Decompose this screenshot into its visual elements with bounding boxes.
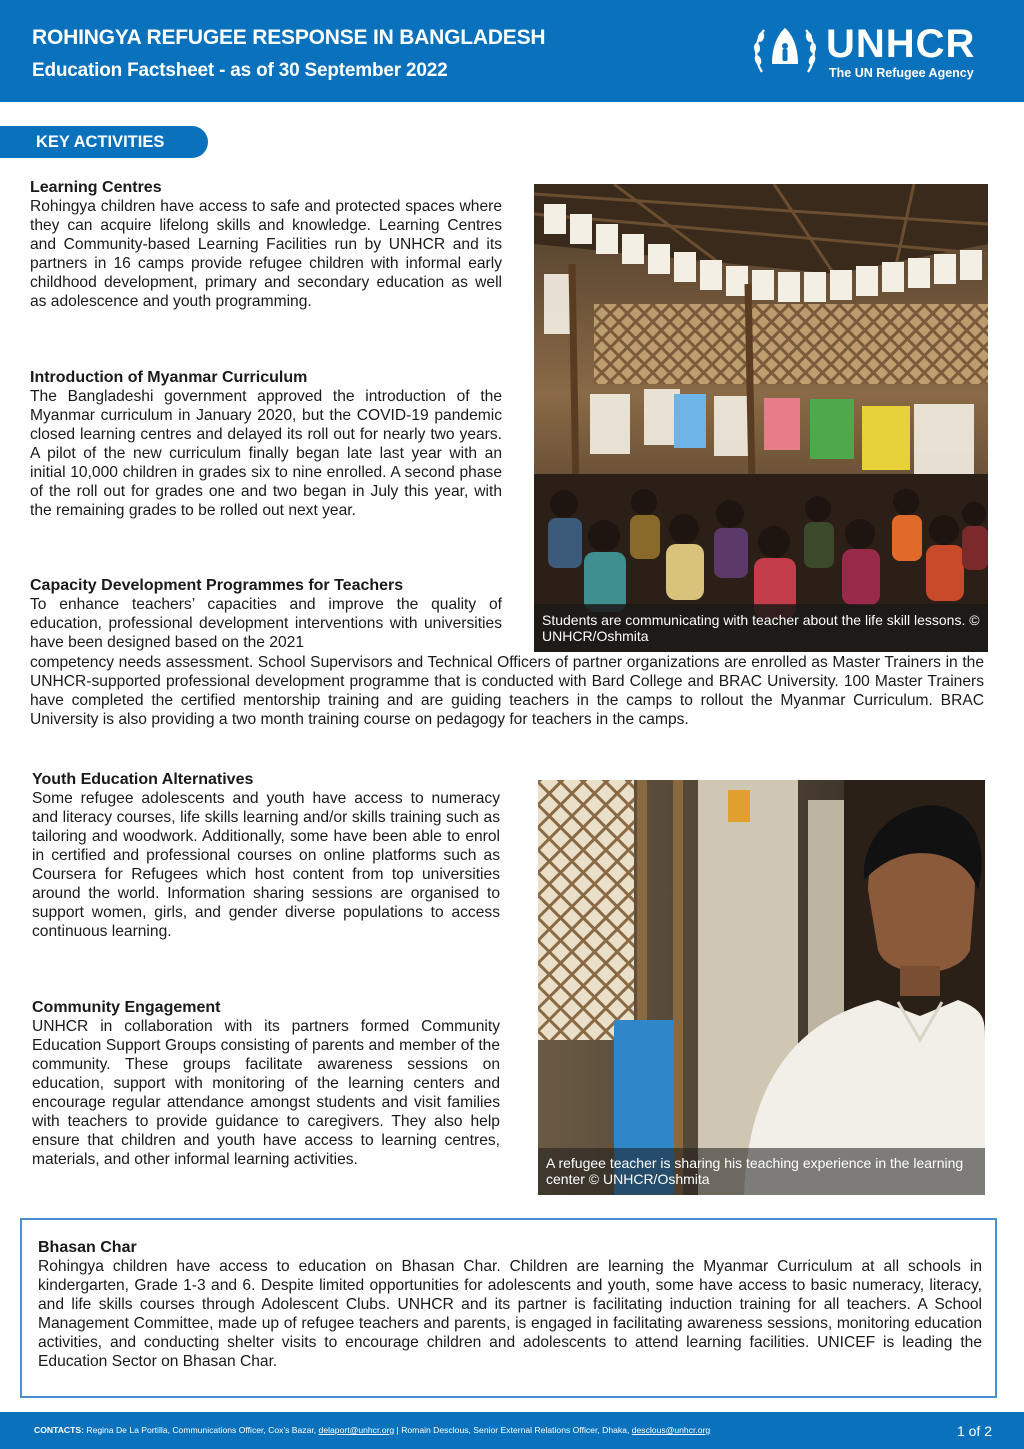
section-body: competency needs assessment. School Supervisors and Technical Officers of partner organizations are enrolled as Master Trainers in the UNHCR-supported professional development programme that is conducted with Bard College and BRAC University. 100 Master Trainers have completed the certified mentorship training and are guiding teachers in the camps to rollout the Myanmar Curriculum. BRAC University is also providing a two month training course on pedagogy for teachers in the camps. bbox=[30, 654, 984, 728]
section-bhasan-char bbox=[38, 1238, 982, 1371]
photo-caption: A refugee teacher is sharing his teaching experience in the learning center © UNHCR/Oshmita bbox=[538, 1148, 985, 1195]
page-header bbox=[0, 0, 1024, 102]
teacher-photo bbox=[538, 780, 985, 1195]
unhcr-emblem-icon bbox=[752, 20, 818, 80]
section-body: Some refugee adolescents and youth have access to numeracy and literacy courses, life skills learning and/or skills training such as tailoring and woodwork. Additionally, some have been able to enrol in certified and professional courses on online platforms such as Coursera for Refugees which host content from top universities around the world. Information sharing sessions are organised to support women, girls, and gender diverse populations to access continuous learning. bbox=[32, 790, 500, 940]
contacts-label: CONTACTS: bbox=[34, 1425, 84, 1435]
logo-tagline: The UN Refugee Agency bbox=[829, 66, 974, 80]
logo-name: UNHCR bbox=[826, 22, 976, 66]
contact-1-email-link[interactable]: delaport@unhcr.org bbox=[318, 1425, 395, 1435]
section-heading: Bhasan Char bbox=[38, 1239, 137, 1256]
classroom-image bbox=[534, 184, 988, 652]
unhcr-logo bbox=[752, 20, 1002, 84]
section-heading: Community Engagement bbox=[32, 999, 221, 1016]
section-body: Rohingya children have access to safe and protected spaces where they can acquire lifelong skills and knowledge. Learning Centres and Community-based Learning Facilities run by UNHCR and its partners in 16 camps provide refugee children with informal early childhood development, primary and secondary education as well as adolescence and youth programming. bbox=[30, 198, 502, 310]
section-learning-centres bbox=[30, 178, 502, 311]
photo-caption: Students are communicating with teacher about the life skill lessons. © UNHCR/Oshmita bbox=[534, 605, 988, 652]
section-capacity-development bbox=[30, 576, 502, 652]
section-myanmar-curriculum bbox=[30, 368, 502, 520]
teacher-image bbox=[538, 780, 985, 1195]
section-body: The Bangladeshi government approved the introduction of the Myanmar curriculum in January 2020, but the COVID-19 pandemic closed learning centres and delayed its roll out for nearly two years. A pilot of the new curriculum finally began late last year with an initial 10,000 children in grades six to nine enrolled. A second phase of the roll out for grades one and two began in July this year, with the remaining grades to be rolled out next year. bbox=[30, 388, 502, 519]
section-capacity-development-cont bbox=[30, 653, 984, 729]
bhasan-char-box bbox=[20, 1218, 997, 1398]
section-heading: Introduction of Myanmar Curriculum bbox=[30, 369, 308, 386]
contact-separator: | bbox=[394, 1425, 402, 1435]
page-subtitle: Education Factsheet - as of 30 September 2022 bbox=[32, 60, 448, 81]
classroom-photo bbox=[534, 184, 988, 652]
section-body: Rohingya children have access to education on Bhasan Char. Children are learning the Myanmar Curriculum at all schools in kindergarten, Grade 1-3 and 6. Despite limited opportunities for adolescents and youth, some have access to basic numeracy, literacy, and life skills courses through Adolescent Clubs. UNHCR and its partner is facilitating induction training for all teachers. A School Management Committee, made up of refugee teachers and parents, is engaged in facilitating awareness sessions, monitoring education activities, and conducting shelter visits to encourage children and adolescents to attend learning facilities. UNICEF is leading the Education Sector on Bhasan Char. bbox=[38, 1258, 982, 1370]
contact-1: Regina De La Portilla, Communications Officer, Cox's Bazar, bbox=[83, 1425, 319, 1435]
section-body: To enhance teachers’ capacities and improve the quality of education, professional development interventions with universities have been designed based on the 2021 bbox=[30, 596, 502, 651]
key-activities-label: KEY ACTIVITIES bbox=[0, 126, 208, 158]
section-community-engagement bbox=[32, 998, 500, 1169]
page-title: ROHINGYA REFUGEE RESPONSE IN BANGLADESH bbox=[32, 26, 546, 49]
section-body: UNHCR in collaboration with its partners formed Community Education Support Groups consisting of parents and member of the community. These groups facilitate awareness sessions on education, support with monitoring of the learning centers and encourage regular attendance amongst students and visit families with teachers to provide guidance to caregivers. They also help ensure that children and youth have access to learning centres, materials, and other informal learning activities. bbox=[32, 1018, 500, 1168]
contact-2: Romain Desclous, Senior External Relations Officer, Dhaka, bbox=[401, 1425, 632, 1435]
contact-2-email-link[interactable]: desclous@unhcr.org bbox=[631, 1425, 711, 1435]
section-heading: Capacity Development Programmes for Teachers bbox=[30, 577, 404, 594]
section-heading: Learning Centres bbox=[30, 179, 162, 196]
section-heading: Youth Education Alternatives bbox=[32, 771, 254, 788]
contacts bbox=[34, 1425, 710, 1435]
page-footer bbox=[0, 1412, 1024, 1449]
page-number: 1 of 2 bbox=[956, 1423, 992, 1439]
section-youth-education bbox=[32, 770, 500, 941]
